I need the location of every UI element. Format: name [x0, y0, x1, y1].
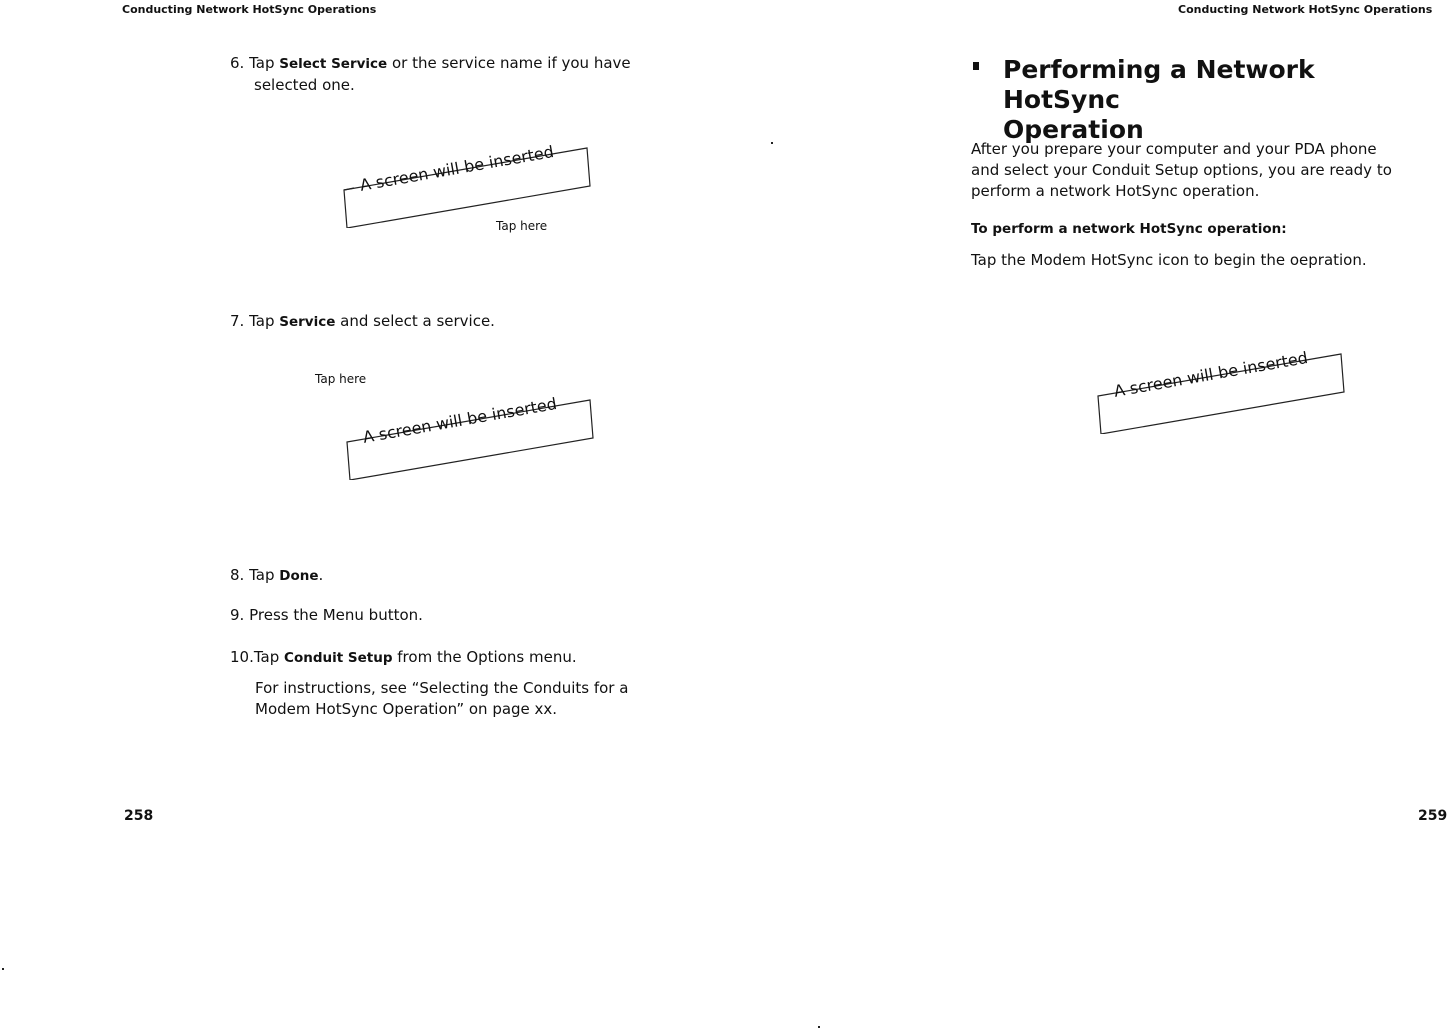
step-text-pre: Tap: [253, 648, 285, 666]
scan-speck: [771, 142, 773, 144]
step-text-pre: Tap: [249, 54, 280, 72]
left-page-number: 258: [124, 808, 154, 824]
step-text-post: from the Options menu.: [392, 648, 577, 666]
step-number: 10.: [230, 648, 254, 666]
note-line: For instructions, see “Selecting the Conduits for a: [255, 679, 629, 697]
left-running-head: Conducting Network HotSync Operations: [122, 3, 377, 16]
step-text-post: and select a service.: [335, 312, 495, 330]
heading-line: Performing a Network HotSync: [1003, 55, 1315, 114]
scan-speck: [818, 1026, 820, 1028]
right-page-number: 259: [1418, 808, 1448, 824]
step-text: Press the Menu button.: [249, 606, 423, 624]
heading-line: Operation: [1003, 115, 1144, 144]
step-9: [230, 605, 690, 626]
step-number: 7.: [230, 312, 245, 330]
tap-here-callout-2: Tap here: [315, 372, 367, 386]
step-7: [230, 311, 690, 333]
intro-paragraph: [971, 139, 1446, 202]
procedure-text: Tap the Modem HotSync icon to begin the oepration.: [971, 251, 1367, 269]
intro-line: After you prepare your computer and your PDA phone: [971, 140, 1377, 158]
step-bold-term: Service: [279, 314, 336, 330]
step-number: 8.: [230, 566, 245, 584]
step-8: [230, 565, 690, 587]
step-bold-term: Done: [279, 568, 319, 584]
step-10: [230, 647, 700, 669]
screen-placeholder-2: [345, 394, 591, 474]
screen-placeholder-1: [342, 142, 588, 222]
step-6: [230, 53, 690, 96]
step-bold-term: Select Service: [279, 56, 388, 72]
intro-line: and select your Conduit Setup options, you are ready to: [971, 161, 1392, 179]
placeholder-text: A screen will be inserted: [1112, 348, 1310, 401]
section-heading: [1003, 55, 1433, 145]
step-bold-term: Conduit Setup: [284, 650, 393, 666]
step-text-post: .: [318, 566, 324, 584]
screen-placeholder-3: [1096, 348, 1342, 428]
tap-here-callout-1: Tap here: [496, 219, 548, 233]
step-text-continued: selected one.: [254, 76, 355, 94]
scan-speck: [2, 968, 4, 970]
step-10-note: [255, 678, 715, 720]
step-text-post: or the service name if you have: [387, 54, 631, 72]
step-text-pre: Tap: [249, 312, 280, 330]
placeholder-text: A screen will be inserted: [358, 142, 556, 195]
heading-bullet-icon: [973, 62, 979, 70]
intro-line: perform a network HotSync operation.: [971, 182, 1260, 200]
placeholder-text: A screen will be inserted: [361, 394, 559, 447]
step-text-pre: Tap: [249, 566, 280, 584]
step-number: 9.: [230, 606, 245, 624]
procedure-heading: To perform a network HotSync operation:: [971, 221, 1287, 237]
step-number: 6.: [230, 54, 245, 72]
right-running-head: Conducting Network HotSync Operations: [1178, 3, 1433, 16]
note-line: Modem HotSync Operation” on page xx.: [255, 700, 558, 718]
